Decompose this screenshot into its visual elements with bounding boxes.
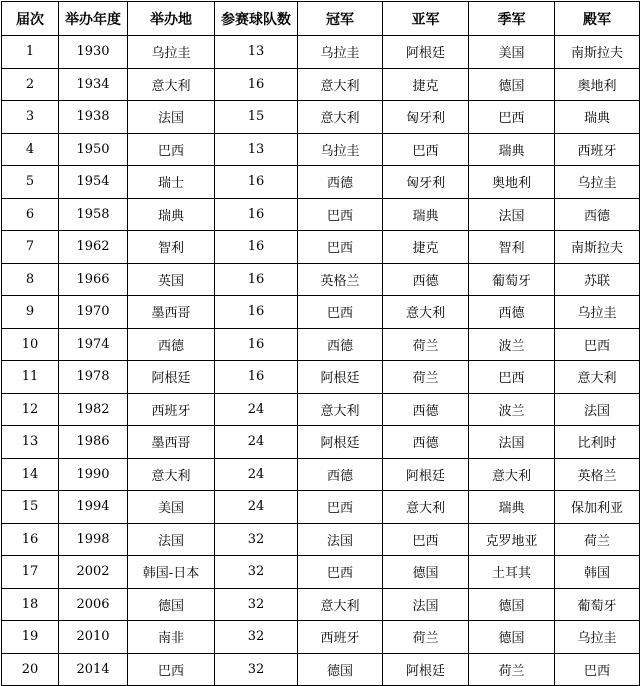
runner-up-cell: 西德 [383,393,469,426]
edition-cell: 7 [2,231,59,264]
year-cell: 1998 [59,523,128,556]
runner-up-cell: 巴西 [383,133,469,166]
team-count-cell: 32 [215,556,298,589]
fourth-place-cell: 西班牙 [555,133,640,166]
host-cell: 意大利 [128,68,215,101]
team-count-cell: 16 [215,166,298,199]
edition-cell: 18 [2,588,59,621]
fourth-place-cell: 巴西 [555,328,640,361]
champion-cell: 意大利 [298,101,383,134]
host-cell: 瑞典 [128,198,215,231]
runner-up-cell: 阿根廷 [383,653,469,686]
third-place-cell: 葡萄牙 [469,263,555,296]
table-row [2,296,640,329]
fourth-place-cell: 葡萄牙 [555,588,640,621]
table-row [2,328,640,361]
team-count-cell: 16 [215,231,298,264]
third-place-cell: 土耳其 [469,556,555,589]
team-count-cell: 32 [215,621,298,654]
table-row [2,523,640,556]
fourth-place-cell: 苏联 [555,263,640,296]
third-place-cell: 法国 [469,426,555,459]
header-champion: 冠军 [298,2,383,36]
year-cell: 2002 [59,556,128,589]
header-year: 举办年度 [59,2,128,36]
host-cell: 法国 [128,101,215,134]
fourth-place-cell: 巴西 [555,653,640,686]
champion-cell: 西班牙 [298,621,383,654]
host-cell: 英国 [128,263,215,296]
team-count-cell: 16 [215,68,298,101]
year-cell: 1966 [59,263,128,296]
table-row [2,361,640,394]
runner-up-cell: 捷克 [383,68,469,101]
edition-cell: 15 [2,491,59,524]
table-row [2,68,640,101]
header-runner-up: 亚军 [383,2,469,36]
team-count-cell: 13 [215,133,298,166]
host-cell: 阿根廷 [128,361,215,394]
table-row [2,198,640,231]
edition-cell: 13 [2,426,59,459]
third-place-cell: 意大利 [469,458,555,491]
edition-cell: 16 [2,523,59,556]
table-row [2,166,640,199]
year-cell: 1958 [59,198,128,231]
fourth-place-cell: 法国 [555,393,640,426]
team-count-cell: 24 [215,458,298,491]
fourth-place-cell: 乌拉圭 [555,296,640,329]
year-cell: 1974 [59,328,128,361]
champion-cell: 英格兰 [298,263,383,296]
third-place-cell: 荷兰 [469,653,555,686]
table-row [2,426,640,459]
header-edition: 届次 [2,2,59,36]
team-count-cell: 16 [215,361,298,394]
third-place-cell: 智利 [469,231,555,264]
champion-cell: 乌拉圭 [298,36,383,69]
edition-cell: 17 [2,556,59,589]
team-count-cell: 24 [215,393,298,426]
team-count-cell: 32 [215,653,298,686]
third-place-cell: 法国 [469,198,555,231]
team-count-cell: 16 [215,328,298,361]
runner-up-cell: 德国 [383,556,469,589]
champion-cell: 意大利 [298,68,383,101]
champion-cell: 乌拉圭 [298,133,383,166]
host-cell: 西班牙 [128,393,215,426]
team-count-cell: 32 [215,588,298,621]
table-row [2,393,640,426]
edition-cell: 8 [2,263,59,296]
runner-up-cell: 意大利 [383,491,469,524]
year-cell: 1986 [59,426,128,459]
year-cell: 1938 [59,101,128,134]
runner-up-cell: 荷兰 [383,361,469,394]
fourth-place-cell: 荷兰 [555,523,640,556]
year-cell: 1930 [59,36,128,69]
third-place-cell: 巴西 [469,361,555,394]
year-cell: 2006 [59,588,128,621]
edition-cell: 6 [2,198,59,231]
runner-up-cell: 瑞典 [383,198,469,231]
third-place-cell: 德国 [469,588,555,621]
year-cell: 2010 [59,621,128,654]
champion-cell: 巴西 [298,296,383,329]
third-place-cell: 波兰 [469,393,555,426]
table-row [2,36,640,69]
edition-cell: 1 [2,36,59,69]
runner-up-cell: 捷克 [383,231,469,264]
year-cell: 1978 [59,361,128,394]
header-host: 举办地 [128,2,215,36]
edition-cell: 2 [2,68,59,101]
third-place-cell: 克罗地亚 [469,523,555,556]
host-cell: 韩国-日本 [128,556,215,589]
year-cell: 2014 [59,653,128,686]
edition-cell: 4 [2,133,59,166]
header-fourth-place: 殿军 [555,2,640,36]
host-cell: 德国 [128,588,215,621]
runner-up-cell: 匈牙利 [383,166,469,199]
third-place-cell: 美国 [469,36,555,69]
year-cell: 1962 [59,231,128,264]
table-row [2,491,640,524]
edition-cell: 9 [2,296,59,329]
runner-up-cell: 荷兰 [383,621,469,654]
host-cell: 瑞士 [128,166,215,199]
champion-cell: 西德 [298,166,383,199]
host-cell: 意大利 [128,458,215,491]
champion-cell: 西德 [298,458,383,491]
fourth-place-cell: 西德 [555,198,640,231]
host-cell: 乌拉圭 [128,36,215,69]
table-row [2,231,640,264]
fourth-place-cell: 保加利亚 [555,491,640,524]
champion-cell: 巴西 [298,198,383,231]
year-cell: 1982 [59,393,128,426]
host-cell: 墨西哥 [128,296,215,329]
team-count-cell: 32 [215,523,298,556]
champion-cell: 阿根廷 [298,426,383,459]
header-third-place: 季军 [469,2,555,36]
team-count-cell: 16 [215,198,298,231]
host-cell: 墨西哥 [128,426,215,459]
fourth-place-cell: 韩国 [555,556,640,589]
third-place-cell: 瑞典 [469,133,555,166]
table-row [2,653,640,686]
edition-cell: 20 [2,653,59,686]
runner-up-cell: 阿根廷 [383,36,469,69]
team-count-cell: 16 [215,263,298,296]
champion-cell: 巴西 [298,556,383,589]
fourth-place-cell: 南斯拉夫 [555,231,640,264]
fourth-place-cell: 英格兰 [555,458,640,491]
table-row [2,621,640,654]
host-cell: 西德 [128,328,215,361]
year-cell: 1990 [59,458,128,491]
edition-cell: 5 [2,166,59,199]
team-count-cell: 16 [215,296,298,329]
header-row [2,2,640,36]
team-count-cell: 24 [215,491,298,524]
edition-cell: 11 [2,361,59,394]
fourth-place-cell: 乌拉圭 [555,621,640,654]
runner-up-cell: 西德 [383,426,469,459]
team-count-cell: 24 [215,426,298,459]
runner-up-cell: 西德 [383,263,469,296]
host-cell: 智利 [128,231,215,264]
world-cup-results-table [1,1,640,686]
edition-cell: 3 [2,101,59,134]
fourth-place-cell: 南斯拉夫 [555,36,640,69]
champion-cell: 意大利 [298,393,383,426]
host-cell: 巴西 [128,133,215,166]
year-cell: 1954 [59,166,128,199]
host-cell: 美国 [128,491,215,524]
runner-up-cell: 荷兰 [383,328,469,361]
team-count-cell: 15 [215,101,298,134]
runner-up-cell: 意大利 [383,296,469,329]
edition-cell: 19 [2,621,59,654]
host-cell: 法国 [128,523,215,556]
runner-up-cell: 匈牙利 [383,101,469,134]
edition-cell: 12 [2,393,59,426]
third-place-cell: 瑞典 [469,491,555,524]
champion-cell: 巴西 [298,491,383,524]
champion-cell: 意大利 [298,588,383,621]
runner-up-cell: 法国 [383,588,469,621]
champion-cell: 巴西 [298,231,383,264]
third-place-cell: 德国 [469,68,555,101]
third-place-cell: 德国 [469,621,555,654]
table-body [2,36,640,686]
third-place-cell: 波兰 [469,328,555,361]
host-cell: 巴西 [128,653,215,686]
table-row [2,556,640,589]
champion-cell: 法国 [298,523,383,556]
year-cell: 1970 [59,296,128,329]
team-count-cell: 13 [215,36,298,69]
runner-up-cell: 巴西 [383,523,469,556]
fourth-place-cell: 意大利 [555,361,640,394]
champion-cell: 西德 [298,328,383,361]
year-cell: 1950 [59,133,128,166]
table-row [2,101,640,134]
edition-cell: 10 [2,328,59,361]
year-cell: 1994 [59,491,128,524]
table-row [2,263,640,296]
fourth-place-cell: 瑞典 [555,101,640,134]
header-team-count: 参赛球队数 [215,2,298,36]
fourth-place-cell: 乌拉圭 [555,166,640,199]
third-place-cell: 奥地利 [469,166,555,199]
champion-cell: 阿根廷 [298,361,383,394]
host-cell: 南非 [128,621,215,654]
year-cell: 1934 [59,68,128,101]
third-place-cell: 西德 [469,296,555,329]
table-row [2,458,640,491]
third-place-cell: 巴西 [469,101,555,134]
champion-cell: 德国 [298,653,383,686]
table-row [2,588,640,621]
fourth-place-cell: 比利时 [555,426,640,459]
fourth-place-cell: 奥地利 [555,68,640,101]
table-row [2,133,640,166]
edition-cell: 14 [2,458,59,491]
runner-up-cell: 阿根廷 [383,458,469,491]
